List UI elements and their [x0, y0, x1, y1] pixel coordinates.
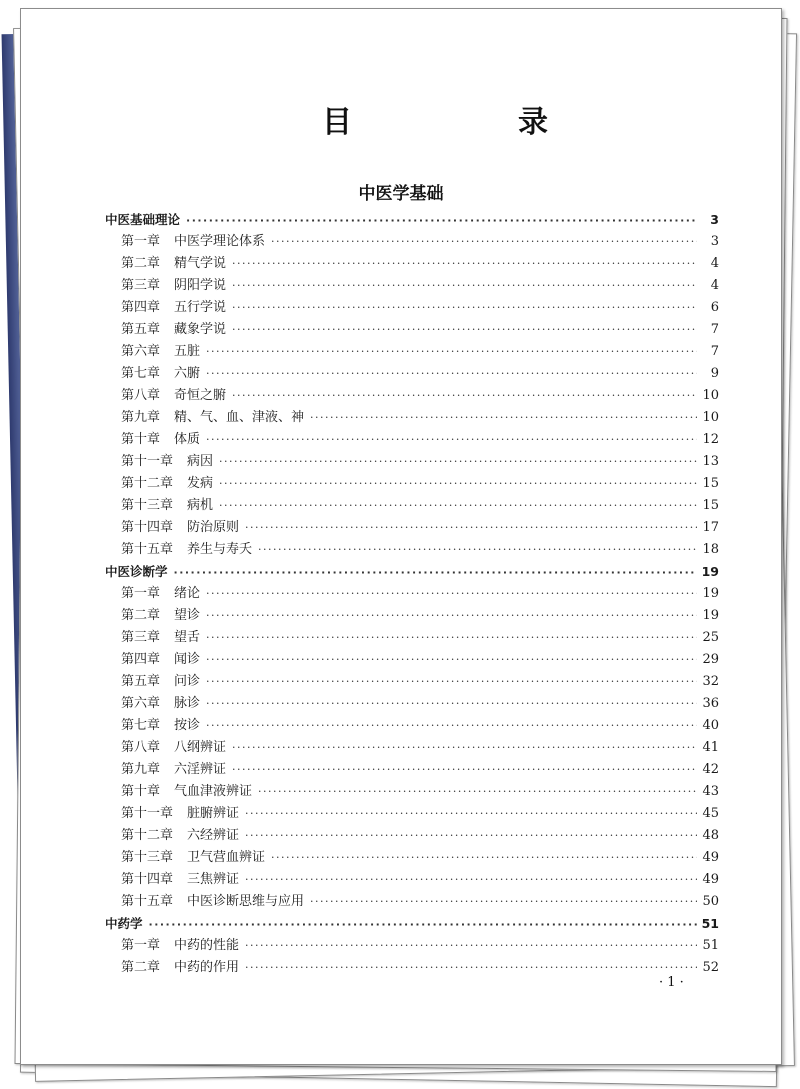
page-ref: 4 [710, 278, 719, 293]
chapter-number: 第一章 [121, 586, 161, 601]
chapter-title: 望诊 [174, 608, 201, 623]
chapter-number: 第十一章 [121, 806, 174, 821]
toc-part-entry [105, 561, 719, 583]
chapter-title: 闻诊 [174, 652, 201, 667]
chapter-title: 精、气、血、津液、神 [174, 410, 305, 425]
page-ref: 29 [702, 652, 719, 667]
toc-chapter-entry [105, 363, 719, 385]
toc-chapter-entry [105, 385, 719, 407]
toc-chapter-entry [105, 649, 719, 671]
dot-leader [232, 759, 697, 781]
chapter-title: 中药的性能 [174, 938, 240, 953]
chapter-title: 六经辨证 [187, 828, 240, 843]
page-ref: 42 [702, 762, 719, 777]
chapter-title: 五行学说 [174, 300, 227, 315]
chapter-number: 第十四章 [121, 872, 174, 887]
chapter-title: 问诊 [174, 674, 201, 689]
toc-chapter-entry [105, 803, 719, 825]
chapter-number: 第三章 [121, 630, 161, 645]
chapter-number: 第五章 [121, 322, 161, 337]
page-ref: 13 [702, 454, 719, 469]
chapter-title: 藏象学说 [174, 322, 227, 337]
chapter-number: 第九章 [121, 762, 161, 777]
chapter-title: 绪论 [174, 586, 201, 601]
page-ref: 6 [710, 300, 719, 315]
dot-leader [206, 583, 697, 605]
chapter-title: 精气学说 [174, 256, 227, 271]
chapter-title: 奇恒之腑 [174, 388, 227, 403]
chapter-number: 第十章 [121, 432, 161, 447]
page-ref: 49 [702, 872, 719, 887]
page-ref: 41 [702, 740, 719, 755]
chapter-number: 第四章 [121, 300, 161, 315]
page-ref: 17 [702, 520, 719, 535]
toc-chapter-entry [105, 759, 719, 781]
page-ref: 32 [702, 674, 719, 689]
toc-chapter-entry [105, 407, 719, 429]
page-ref: 10 [702, 410, 719, 425]
toc-page [20, 8, 782, 1065]
dot-leader [245, 517, 697, 539]
chapter-title: 脉诊 [174, 696, 201, 711]
dot-leader [245, 935, 697, 957]
dot-leader [232, 319, 697, 341]
dot-leader [232, 737, 697, 759]
chapter-number: 第八章 [121, 388, 161, 403]
dot-leader [232, 297, 697, 319]
chapter-number: 第六章 [121, 696, 161, 711]
chapter-number: 第十一章 [121, 454, 174, 469]
page-ref: 3 [710, 234, 719, 249]
toc-chapter-entry [105, 671, 719, 693]
chapter-number: 第二章 [121, 256, 161, 271]
dot-leader [206, 341, 697, 363]
dot-leader [219, 495, 697, 517]
page-ref: 51 [701, 916, 719, 931]
dot-leader [206, 627, 697, 649]
chapter-number: 第九章 [121, 410, 161, 425]
dot-leader [219, 451, 697, 473]
toc-chapter-entry [105, 517, 719, 539]
page-ref: 19 [701, 564, 719, 579]
toc-chapter-entry [105, 737, 719, 759]
chapter-title: 病因 [187, 454, 214, 469]
toc-chapter-entry [105, 715, 719, 737]
chapter-number: 第一章 [121, 938, 161, 953]
page-ref: 50 [702, 894, 719, 909]
chapter-number: 第十三章 [121, 850, 174, 865]
toc-chapter-entry [105, 473, 719, 495]
dot-leader [271, 231, 697, 253]
dot-leader [310, 891, 697, 913]
page-ref: 10 [702, 388, 719, 403]
page-ref: 49 [702, 850, 719, 865]
toc-chapter-entry [105, 451, 719, 473]
toc-chapter-entry [105, 231, 719, 253]
chapter-title: 六淫辨证 [174, 762, 227, 777]
part-title: 中医基础理论 [105, 212, 181, 227]
part-title: 中医诊断学 [105, 564, 168, 579]
chapter-number: 第十四章 [121, 520, 174, 535]
chapter-number: 第十二章 [121, 828, 174, 843]
chapter-title: 病机 [187, 498, 214, 513]
page-ref: 52 [702, 960, 719, 975]
dot-leader [232, 275, 697, 297]
toc-chapter-entry [105, 429, 719, 451]
toc-chapter-entry [105, 605, 719, 627]
dot-leader [219, 473, 697, 495]
chapter-title: 体质 [174, 432, 201, 447]
part-title: 中药学 [105, 916, 143, 931]
chapter-number: 第七章 [121, 366, 161, 381]
page-ref: 7 [710, 322, 719, 337]
dot-leader [271, 847, 697, 869]
chapter-title: 六腑 [174, 366, 201, 381]
dot-leader [232, 253, 697, 275]
dot-leader [206, 429, 697, 451]
toc-chapter-entry [105, 539, 719, 561]
page-ref: 48 [702, 828, 719, 843]
chapter-number: 第三章 [121, 278, 161, 293]
chapter-title: 中医诊断思维与应用 [187, 894, 305, 909]
page-ref: 25 [702, 630, 719, 645]
toc-chapter-entry [105, 869, 719, 891]
page-ref: 36 [702, 696, 719, 711]
page-ref: 51 [702, 938, 719, 953]
chapter-title: 卫气营血辨证 [187, 850, 266, 865]
dot-leader [174, 562, 697, 584]
section-title: 中医学基础 [358, 184, 444, 204]
dot-leader [206, 671, 697, 693]
dot-leader [245, 825, 697, 847]
toc-chapter-entry [105, 319, 719, 341]
page-ref: 40 [702, 718, 719, 733]
chapter-number: 第十五章 [121, 542, 174, 557]
dot-leader [206, 693, 697, 715]
dot-leader [258, 539, 697, 561]
chapter-number: 第六章 [121, 344, 161, 359]
chapter-title: 气血津液辨证 [174, 784, 253, 799]
page-ref: 12 [702, 432, 719, 447]
dot-leader [232, 385, 697, 407]
page-ref: 4 [710, 256, 719, 271]
chapter-number: 第一章 [121, 234, 161, 249]
chapter-number: 第十五章 [121, 894, 174, 909]
chapter-number: 第二章 [121, 608, 161, 623]
dot-leader [206, 649, 697, 671]
dot-leader [245, 869, 697, 891]
chapter-number: 第四章 [121, 652, 161, 667]
chapter-title: 中药的作用 [174, 960, 240, 975]
page-ref: 15 [702, 476, 719, 491]
toc-part-entry [105, 209, 719, 231]
toc-chapter-entry [105, 627, 719, 649]
chapter-number: 第十三章 [121, 498, 174, 513]
chapter-number: 第十二章 [121, 476, 174, 491]
toc-chapter-entry [105, 253, 719, 275]
dot-leader [206, 715, 697, 737]
page-ref: 9 [710, 366, 719, 381]
page-ref: 3 [710, 212, 719, 227]
page-title: 目 录 [322, 105, 616, 140]
toc-list [105, 209, 719, 979]
chapter-title: 三焦辨证 [187, 872, 240, 887]
toc-chapter-entry [105, 275, 719, 297]
toc-chapter-entry [105, 825, 719, 847]
page-ref: 45 [702, 806, 719, 821]
page-ref: 15 [702, 498, 719, 513]
toc-part-entry [105, 913, 719, 935]
chapter-title: 望舌 [174, 630, 201, 645]
chapter-number: 第八章 [121, 740, 161, 755]
dot-leader [258, 781, 697, 803]
chapter-title: 中医学理论体系 [174, 234, 266, 249]
dot-leader [206, 605, 697, 627]
chapter-title: 防治原则 [187, 520, 240, 535]
chapter-title: 五脏 [174, 344, 201, 359]
toc-chapter-entry [105, 957, 719, 979]
chapter-title: 阴阳学说 [174, 278, 227, 293]
dot-leader [186, 210, 697, 232]
dot-leader [245, 803, 697, 825]
toc-chapter-entry [105, 935, 719, 957]
dot-leader [245, 957, 697, 979]
toc-chapter-entry [105, 891, 719, 913]
page-ref: 19 [702, 586, 719, 601]
chapter-title: 发病 [187, 476, 214, 491]
chapter-title: 养生与寿夭 [187, 542, 253, 557]
dot-leader [149, 914, 697, 936]
dot-leader [310, 407, 697, 429]
chapter-number: 第七章 [121, 718, 161, 733]
page-ref: 43 [702, 784, 719, 799]
chapter-number: 第五章 [121, 674, 161, 689]
chapter-title: 八纲辨证 [174, 740, 227, 755]
toc-chapter-entry [105, 297, 719, 319]
page-ref: 18 [702, 542, 719, 557]
toc-chapter-entry [105, 341, 719, 363]
toc-chapter-entry [105, 781, 719, 803]
toc-chapter-entry [105, 583, 719, 605]
chapter-number: 第十章 [121, 784, 161, 799]
chapter-number: 第二章 [121, 960, 161, 975]
page-number: · 1 · [659, 975, 684, 990]
dot-leader [206, 363, 697, 385]
toc-chapter-entry [105, 495, 719, 517]
page-ref: 19 [702, 608, 719, 623]
page-ref: 7 [710, 344, 719, 359]
chapter-title: 脏腑辨证 [187, 806, 240, 821]
chapter-title: 按诊 [174, 718, 201, 733]
toc-chapter-entry [105, 847, 719, 869]
toc-chapter-entry [105, 693, 719, 715]
